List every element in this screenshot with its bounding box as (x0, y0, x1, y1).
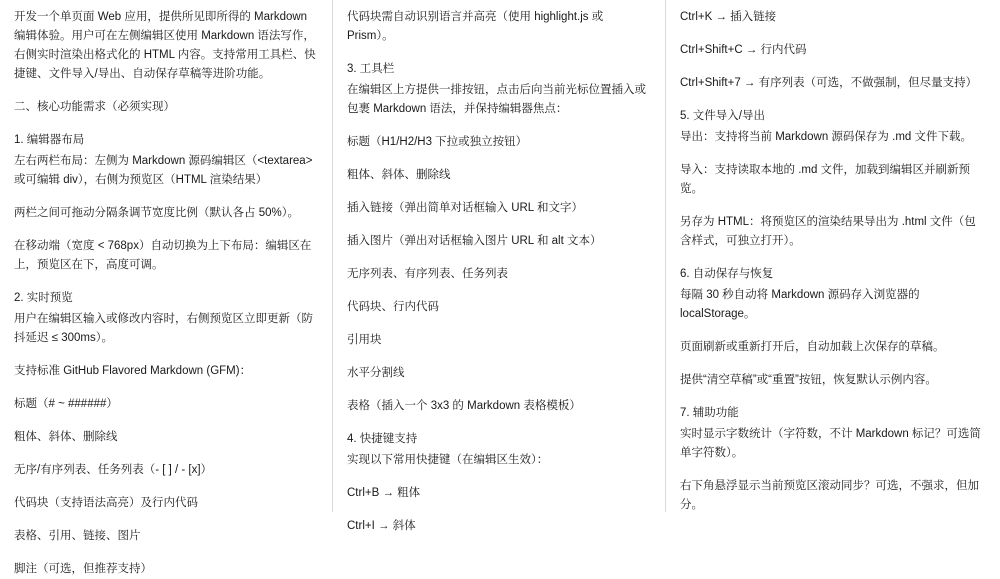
heading-section-2: 二、核心功能需求（必须实现） (14, 101, 175, 113)
list-item-tool-1: 标题（H1/H2/H3 下拉或独立按钮） (347, 136, 528, 148)
list-item-tool-2: 粗体、斜体、删除线 (347, 169, 451, 181)
document-column-2 (333, 0, 666, 532)
paragraph-save-as-html: 另存为 HTML：将预览区的渲染结果导出为 .html 文件（包含样式，可独立打开）。 (680, 216, 976, 247)
list-item-shortcut-5: Ctrl+Shift+7 → 有序列表（可选，不做强制，但尽量支持） (680, 77, 978, 89)
paragraph-item-6-note-1: 页面刷新或重新打开后，自动加载上次保存的草稿。 (680, 341, 945, 353)
paragraph-export: 导出：支持将当前 Markdown 源码保存为 .md 文件下载。 (680, 131, 972, 143)
paragraph-item-7-body: 实时显示字数统计（字符数，不计 Markdown 标记？可选简单字符数）。 (680, 428, 981, 459)
heading-item-3: 3. 工具栏 (347, 63, 395, 75)
paragraph-item-6-note-2: 提供“清空草稿”或“重置”按钮，恢复默认示例内容。 (680, 374, 937, 386)
paragraph-intro: 开发一个单页面 Web 应用，提供所见即所得的 Markdown 编辑体验。用户可在左侧编辑区使用 Markdown 语法写作，右侧实时渲染出格式化的 HTML 内容。支持常用工具栏、快捷键、文件导入/导出、自动保存草稿等进阶功能。 (14, 11, 316, 80)
list-item-gfm-1: 标题（# ~ ######） (14, 398, 118, 410)
paragraph-import: 导入：支持读取本地的 .md 文件，加载到编辑区并刷新预览。 (680, 164, 971, 195)
list-item-shortcut-1: Ctrl+B → 粗体 (347, 487, 421, 499)
list-item-tool-7: 引用块 (347, 334, 382, 346)
list-item-gfm-4: 代码块（支持语法高亮）及行内代码 (14, 497, 198, 509)
paragraph-item-3-body: 在编辑区上方提供一排按钮，点击后向当前光标位置插入或包裹 Markdown 语法，并保持编辑器焦点： (347, 84, 646, 115)
paragraph-code-highlight: 代码块需自动识别语言并高亮（使用 highlight.js 或 Prism）。 (347, 11, 607, 42)
paragraph-item-1-note-1: 两栏之间可拖动分隔条调节宽度比例（默认各占 50%）。 (14, 207, 299, 219)
heading-item-1: 1. 编辑器布局 (14, 134, 85, 146)
heading-item-5: 5. 文件导入/导出 (680, 110, 765, 122)
paragraph-item-2-body: 用户在编辑区输入或修改内容时，右侧预览区立即更新（防抖延迟 ≤ 300ms）。 (14, 313, 313, 344)
paragraph-item-1-note-2: 在移动端（宽度 < 768px）自动切换为上下布局：编辑区在上，预览区在下，高度可调。 (14, 240, 312, 271)
paragraph-item-1-body: 左右两栏布局：左侧为 Markdown 源码编辑区（<textarea> 或可编辑 div），右侧为预览区（HTML 渲染结果） (14, 155, 316, 186)
heading-item-6: 6. 自动保存与恢复 (680, 268, 774, 280)
heading-item-2: 2. 实时预览 (14, 292, 73, 304)
paragraph-item-6-body: 每隔 30 秒自动将 Markdown 源码存入浏览器的 localStorage。 (680, 289, 923, 320)
list-item-tool-5: 无序列表、有序列表、任务列表 (347, 268, 508, 280)
list-item-shortcut-3: Ctrl+K → 插入链接 (680, 11, 777, 23)
heading-item-4: 4. 快捷键支持 (347, 433, 418, 445)
list-item-tool-9: 表格（插入一个 3x3 的 Markdown 表格模板） (347, 400, 581, 412)
list-item-tool-4: 插入图片（弹出对话框输入图片 URL 和 alt 文本） (347, 235, 602, 247)
list-item-shortcut-2: Ctrl+I → 斜体 (347, 520, 416, 532)
list-item-gfm-6: 脚注（可选，但推荐支持） (14, 563, 152, 575)
list-item-gfm-5: 表格、引用、链接、图片 (14, 530, 141, 542)
list-item-tool-6: 代码块、行内代码 (347, 301, 439, 313)
document-column-1 (0, 0, 333, 575)
heading-item-7: 7. 辅助功能 (680, 407, 739, 419)
list-item-tool-3: 插入链接（弹出简单对话框输入 URL 和文字） (347, 202, 583, 214)
list-item-gfm-2: 粗体、斜体、删除线 (14, 431, 118, 443)
paragraph-gfm-intro: 支持标准 GitHub Flavored Markdown (GFM)： (14, 365, 252, 377)
document-column-3 (666, 0, 999, 512)
list-item-gfm-3: 无序/有序列表、任务列表（- [ ] / - [x]） (14, 464, 213, 476)
list-item-tool-8: 水平分割线 (347, 367, 405, 379)
paragraph-item-4-body: 实现以下常用快捷键（在编辑区生效）： (347, 454, 549, 466)
list-item-shortcut-4: Ctrl+Shift+C → 行内代码 (680, 44, 807, 56)
paragraph-item-7-note: 右下角悬浮显示当前预览区滚动同步？可选，不强求，但加分。 (680, 480, 979, 511)
